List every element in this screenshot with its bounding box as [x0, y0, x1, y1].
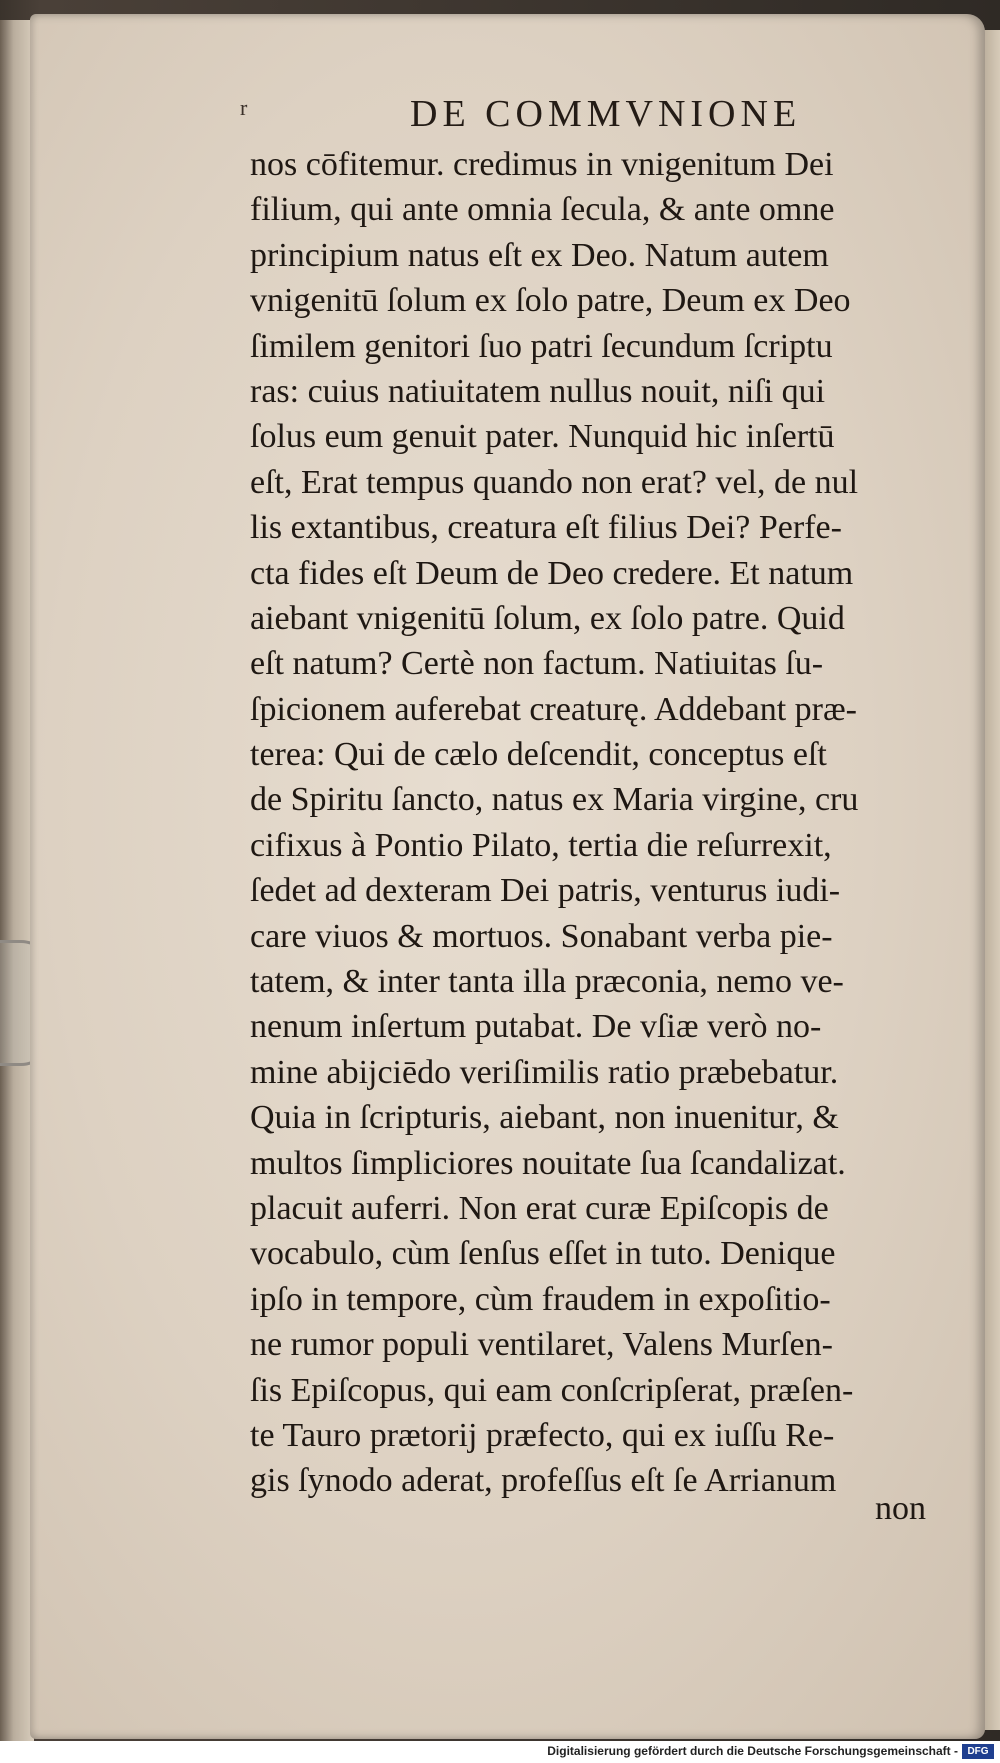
footer-credit: Digitalisierung gefördert durch die Deutsche Forschungsgemeinschaft - — [547, 1744, 958, 1758]
page-mark: r — [240, 95, 248, 120]
text-line: nos cōfitemur. credimus in vnigenitum Dei — [250, 146, 834, 183]
text-line: tatem, & inter tanta illa præconia, nemo ve- — [250, 963, 844, 1001]
dfg-logo: DFG — [962, 1744, 994, 1759]
catchword: non — [875, 1490, 926, 1527]
text-line: mine abijciēdo veriſimilis ratio præbebatur. — [250, 1053, 839, 1091]
text-line: ipſo in tempore, cùm fraudem in expoſitio- — [250, 1280, 831, 1318]
text-line: eſt natum? Certè non factum. Natiuitas ſu- — [250, 645, 824, 683]
text-line: lis extantibus, creatura eſt filius Dei? Perfe- — [250, 509, 842, 547]
text-line: vocabulo, cùm ſenſus eſſet in tuto. Denique — [250, 1235, 836, 1273]
text-line: de Spiritu ſancto, natus ex Maria virgine, cru — [250, 781, 859, 819]
text-line: ſedet ad dexteram Dei patris, venturus iudi- — [250, 872, 841, 910]
text-line: ras: cuius natiuitatem nullus nouit, niſi qui — [250, 372, 826, 410]
text-line: gis ſynodo aderat, profeſſus eſt ſe Arrianum — [250, 1462, 837, 1500]
body-text — [250, 142, 950, 1504]
text-line: ſolus eum genuit pater. Nunquid hic inſertū — [250, 418, 835, 456]
text-line: eſt, Erat tempus quando non erat? vel, de nul — [250, 463, 859, 501]
text-line: ſpicionem auferebat creaturę. Addebant præ- — [250, 690, 858, 728]
text-line: ſimilem genitori ſuo patri ſecundum ſcriptu — [250, 327, 833, 365]
text-line: principium natus eſt ex Deo. Natum autem — [250, 236, 829, 274]
text-line: multos ſimpliciores nouitate ſua ſcandalizat. — [250, 1144, 846, 1182]
text-line: terea: Qui de cælo deſcendit, conceptus eſt — [250, 736, 827, 774]
text-line: nenum inſertum putabat. De vſiæ verò no- — [250, 1008, 822, 1046]
text-line: cta fides eſt Deum de Deo credere. Et natum — [250, 554, 854, 592]
text-line: aiebant vnigenitū ſolum, ex ſolo patre. Quid — [250, 599, 845, 637]
text-line: ſis Epiſcopus, qui eam conſcripſerat, præſen- — [250, 1371, 854, 1409]
text-line: vnigenitū ſolum ex ſolo patre, Deum ex Deo — [250, 282, 851, 320]
running-head: DE COMMVNIONE — [410, 93, 802, 135]
text-line: placuit auferri. Non erat curæ Epiſcopis de — [250, 1189, 829, 1227]
text-line: te Tauro prætorij præfecto, qui ex iuſſu Re- — [250, 1416, 835, 1454]
text-line: ne rumor populi ventilaret, Valens Murſen- — [250, 1326, 833, 1364]
text-line: cifixus à Pontio Pilato, tertia die reſurrexit, — [250, 826, 832, 864]
book-edge — [0, 20, 34, 1750]
text-line: Quia in ſcripturis, aiebant, non inuenitur, & — [250, 1099, 839, 1137]
text-line: filium, qui ante omnia ſecula, & ante omne — [250, 191, 835, 229]
text-line: care viuos & mortuos. Sonabant verba pie- — [250, 917, 833, 955]
